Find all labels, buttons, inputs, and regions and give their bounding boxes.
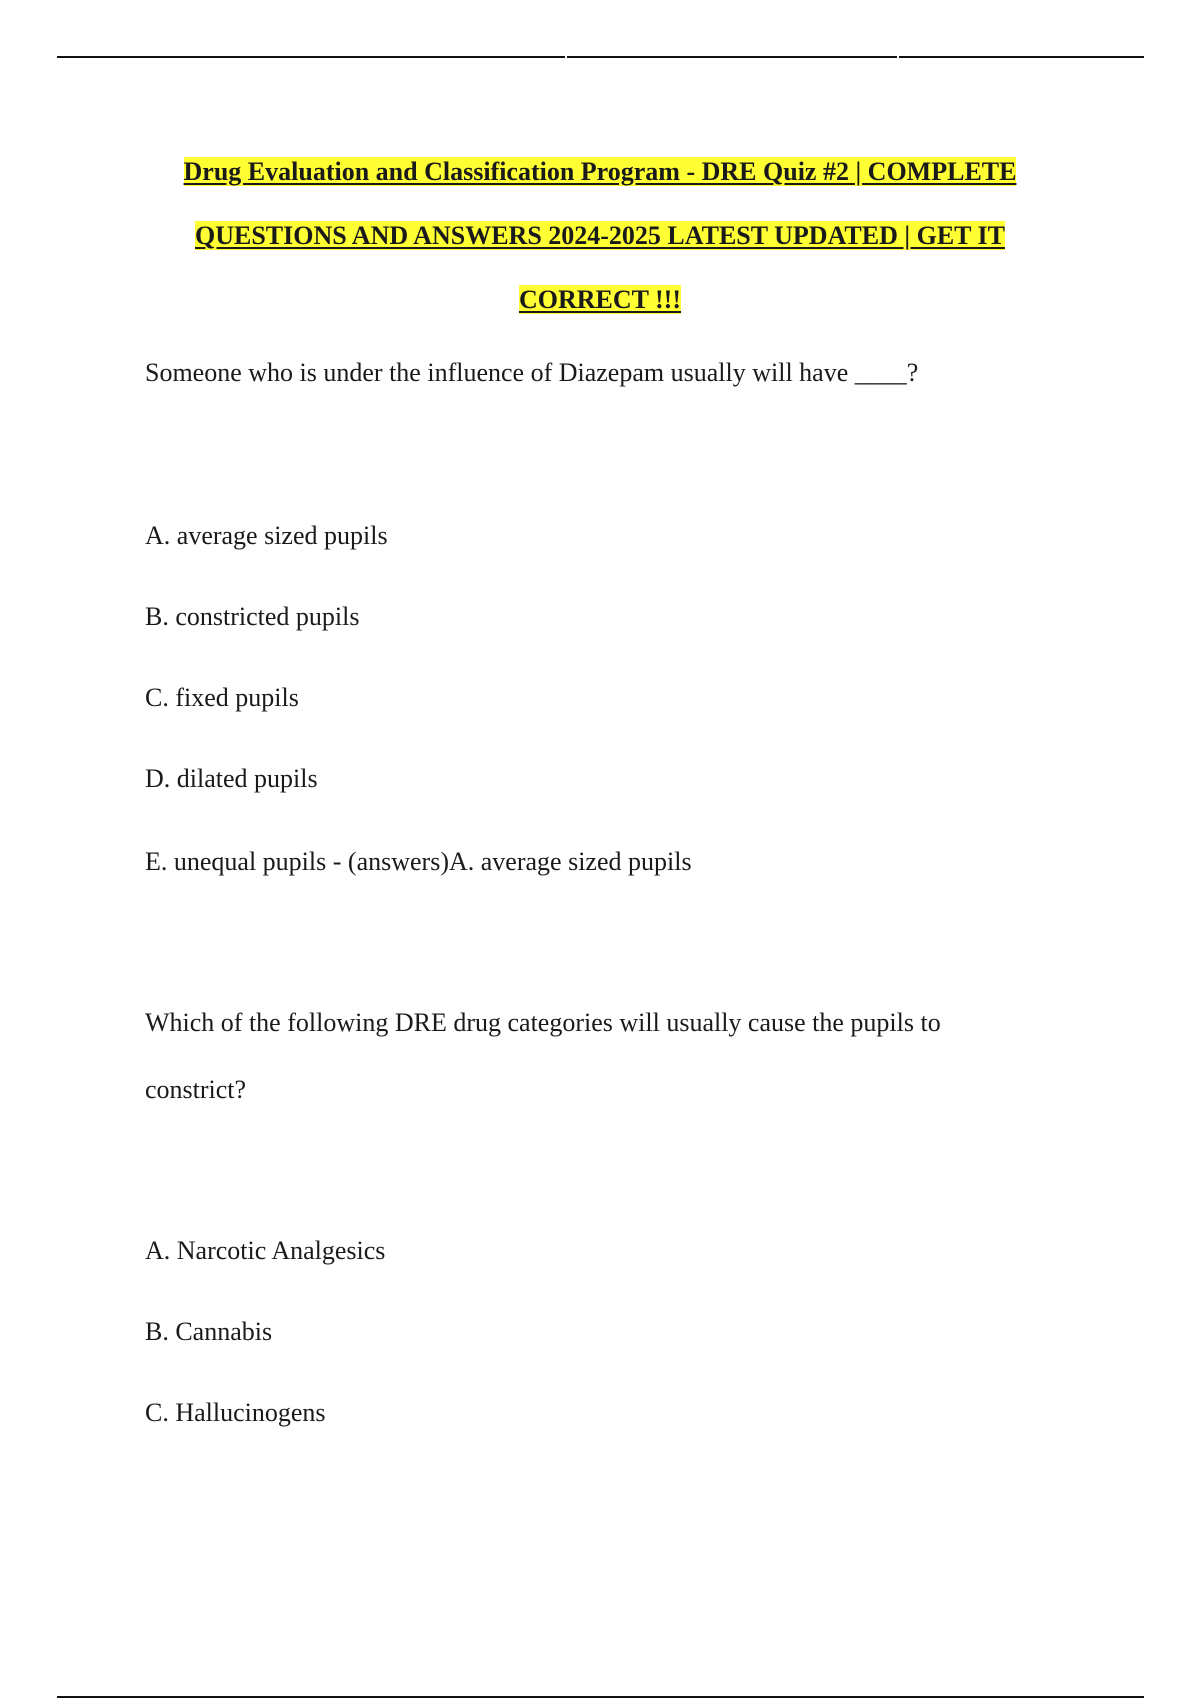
title-line: CORRECT !!! bbox=[518, 285, 682, 314]
title-line: Drug Evaluation and Classification Program - DRE Quiz #2 | COMPLETE bbox=[183, 157, 1017, 186]
question-1-option-c: C. fixed pupils bbox=[145, 683, 299, 712]
question-2-option-a: A. Narcotic Analgesics bbox=[145, 1236, 386, 1265]
header-rule-segment bbox=[567, 56, 897, 58]
question-1-option-a: A. average sized pupils bbox=[145, 521, 388, 550]
question-2-stem-line-1: Which of the following DRE drug categories will usually cause the pupils to bbox=[145, 1008, 941, 1037]
question-2-stem-line-2: constrict? bbox=[145, 1075, 247, 1104]
header-rule-segment bbox=[899, 56, 1144, 58]
question-1-option-b: B. constricted pupils bbox=[145, 602, 360, 631]
footer-rule bbox=[57, 1696, 1144, 1698]
title-line: QUESTIONS AND ANSWERS 2024-2025 LATEST UPDATED | GET IT bbox=[195, 221, 1005, 250]
document-title bbox=[100, 140, 1100, 332]
question-1-option-e-answer: E. unequal pupils - (answers)A. average sized pupils bbox=[145, 847, 692, 876]
question-1-stem: Someone who is under the influence of Diazepam usually will have ____? bbox=[145, 358, 919, 387]
header-rule-segment bbox=[57, 56, 565, 58]
question-2-option-b: B. Cannabis bbox=[145, 1317, 273, 1346]
question-1-option-d: D. dilated pupils bbox=[145, 764, 318, 793]
question-2-option-c: C. Hallucinogens bbox=[145, 1398, 326, 1427]
